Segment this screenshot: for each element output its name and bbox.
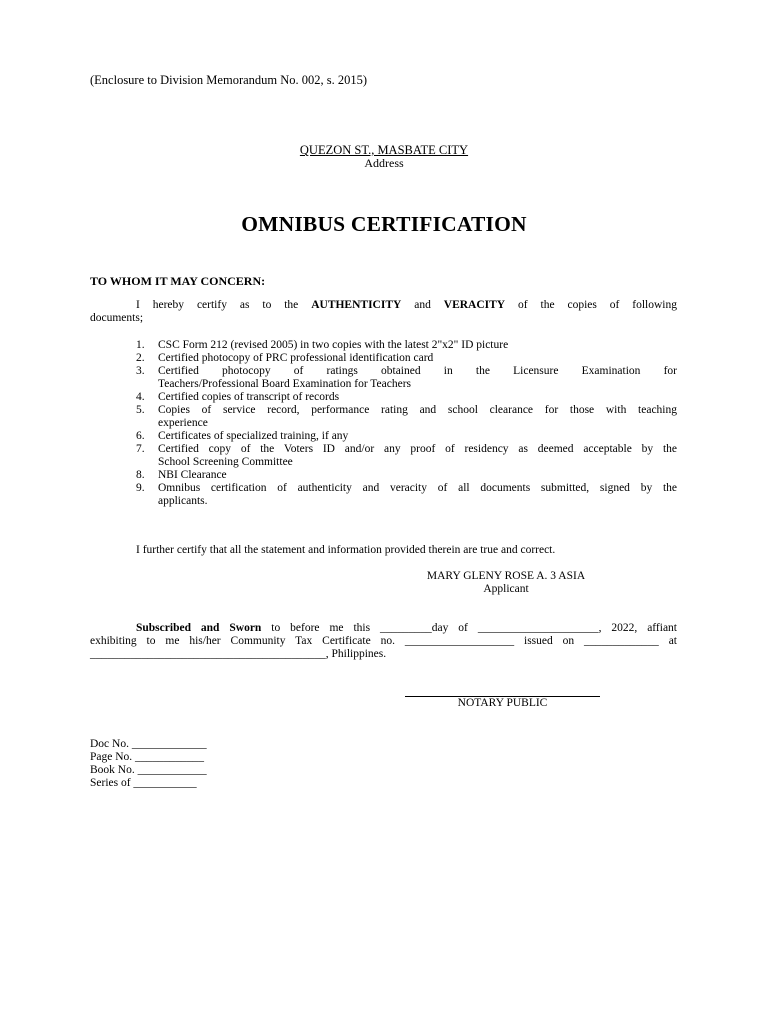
applicant-signature-block [380,570,632,596]
salutation: TO WHOM IT MAY CONCERN: [90,274,266,288]
list-item-text: CSC Form 212 (revised 2005) in two copies with the latest 2"x2" ID picture [158,339,509,351]
list-item-text-cont: applicants. [158,495,208,507]
list-item [136,482,677,508]
notary-label: NOTARY PUBLIC [457,697,548,709]
enclosure-note: (Enclosure to Division Memorandum No. 002, s. 2015) [90,73,368,87]
jurat-paragraph [90,622,677,661]
list-item-text: Certified photocopy of PRC professional identification card [158,352,434,364]
notary-signature-line [405,684,600,697]
intro-authenticity: AUTHENTICITY [311,299,402,311]
intro-line-1 [90,299,677,312]
list-item-number: 3. [136,365,145,377]
list-item [136,352,677,365]
list-item-text: Certified copies of transcript of records [158,391,340,403]
list-item-text: Certified copy of the Voters ID and/or any proof of residency as deemed acceptable by the [158,443,677,455]
address-block [0,144,768,170]
book-no-field: Book No. ____________ [90,764,207,776]
list-item-number: 9. [136,482,145,494]
list-item-text: Omnibus certification of authenticity and veracity of all documents submitted, signed by the [158,482,677,494]
list-item-number: 5. [136,404,145,416]
requirements-list [136,339,677,508]
list-item [136,404,677,430]
applicant-label: Applicant [483,583,529,595]
address-label: Address [364,156,404,170]
list-item-text: Certificates of specialized training, if any [158,430,349,442]
jurat-line-1 [90,622,677,635]
intro-text-mid: and [401,299,444,311]
list-item-number: 7. [136,443,145,455]
further-certification: I further certify that all the statement and information provided therein are true and correct. [136,544,556,556]
list-item [136,443,677,469]
list-item-number: 1. [136,339,145,351]
list-item-number: 2. [136,352,145,364]
list-item-number: 4. [136,391,145,403]
jurat-line-2: exhibiting to me his/her Community Tax Certificate no. ___________________ issued on _____________ at [90,635,677,647]
doc-no-field: Doc No. _____________ [90,738,207,750]
list-item-text: Certified photocopy of ratings obtained in the Licensure Examination for [158,365,677,377]
notarial-register-fields [90,738,207,790]
jurat-subscribed-sworn: Subscribed and Sworn [136,622,262,634]
series-of-field: Series of ___________ [90,777,197,789]
list-item [136,365,677,391]
list-item [136,339,677,352]
list-item-text-cont: School Screening Committee [158,456,293,468]
jurat-line-3: _________________________________________, Philippines. [90,648,387,660]
intro-veracity: VERACITY [443,299,506,311]
page-no-field: Page No. ____________ [90,751,205,763]
intro-text-post: of the copies of following [505,299,678,311]
list-item-text-cont: experience [158,417,208,429]
list-item-text-cont: Teachers/Professional Board Examination for Teachers [158,378,412,390]
applicant-name: MARY GLENY ROSE A. 3 ASIA [426,570,586,582]
list-item-number: 8. [136,469,145,481]
list-item-number: 6. [136,430,145,442]
document-title: OMNIBUS CERTIFICATION [241,212,527,236]
notary-signature-block [405,684,600,710]
list-item-text: Copies of service record, performance rating and school clearance for those with teaching [158,404,677,416]
intro-paragraph [90,299,677,325]
list-item [136,469,677,482]
intro-line-2: documents; [90,312,144,324]
jurat-line-1-rest: to before me this _________day of _____________________, 2022, affiant [261,622,677,634]
list-item-text: NBI Clearance [158,469,227,481]
list-item [136,430,677,443]
list-item [136,391,677,404]
intro-text-pre: I hereby certify as to the [136,299,312,311]
address-value: QUEZON ST., MASBATE CITY [299,143,469,157]
